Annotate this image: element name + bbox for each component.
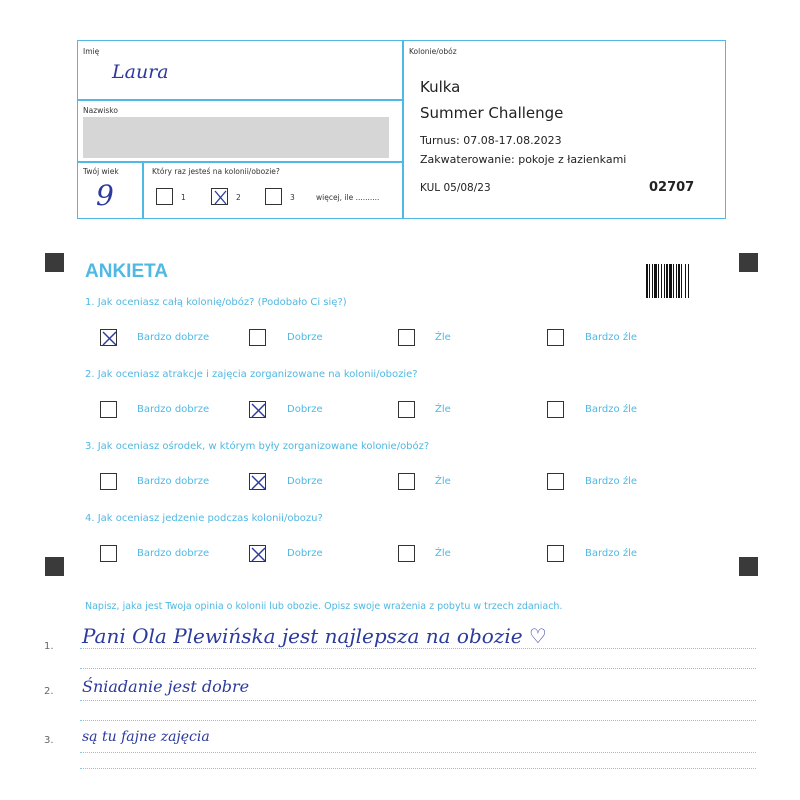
question-2-checkbox-3[interactable] xyxy=(398,401,415,418)
question-4-checkbox-2[interactable] xyxy=(249,545,266,562)
question-3-option-label: Źle xyxy=(435,476,451,487)
wiek-label: Twój wiek xyxy=(83,167,119,176)
question-3-text: 3. Jak oceniasz ośrodek, w którym były zorganizowane kolonie/obóz? xyxy=(85,441,430,452)
answer-line-3b xyxy=(80,768,756,769)
answer-text-1[interactable]: Pani Ola Plewińska jest najlepsza na obozie ♡ xyxy=(82,624,547,648)
visit-count-checkbox-2[interactable] xyxy=(211,188,228,205)
registration-marker xyxy=(45,253,64,272)
imie-value[interactable]: Laura xyxy=(112,61,169,83)
question-3-checkbox-4[interactable] xyxy=(547,473,564,490)
header-row-divider xyxy=(78,161,402,163)
question-2-checkbox-1[interactable] xyxy=(100,401,117,418)
opinion-prompt: Napisz, jaka jest Twoja opinia o kolonii lub obozie. Opisz swoje wrażenia z pobytu w trzech zdaniach. xyxy=(85,601,563,612)
camp-name-line-2: Summer Challenge xyxy=(420,104,564,122)
check-mark-icon xyxy=(212,189,229,206)
question-1-checkbox-1[interactable] xyxy=(100,329,117,346)
question-2-text: 2. Jak oceniasz atrakcje i zajęcia zorganizowane na kolonii/obozie? xyxy=(85,369,418,380)
answer-text-2[interactable]: Śniadanie jest dobre xyxy=(82,677,250,696)
question-1-option-label: Dobrze xyxy=(287,332,323,343)
question-3-option-label: Bardzo źle xyxy=(585,476,637,487)
question-2-checkbox-4[interactable] xyxy=(547,401,564,418)
nazwisko-label: Nazwisko xyxy=(83,106,118,115)
registration-marker xyxy=(45,557,64,576)
turnus-text: Turnus: 07.08-17.08.2023 xyxy=(420,134,562,147)
answer-text-3[interactable]: są tu fajne zajęcia xyxy=(82,729,210,745)
visit-count-label-2: 2 xyxy=(236,193,241,202)
barcode-icon xyxy=(646,264,701,298)
question-4-text: 4. Jak oceniasz jedzenie podczas kolonii/obozu? xyxy=(85,513,323,524)
answer-line-1 xyxy=(80,648,756,649)
question-3-option-label: Dobrze xyxy=(287,476,323,487)
question-4-option-label: Bardzo dobrze xyxy=(137,548,210,559)
survey-title: ANKIETA xyxy=(85,261,169,282)
question-1-text: 1. Jak oceniasz całą kolonię/obóz? (Podobało Ci się?) xyxy=(85,297,347,308)
question-4-option-label: Dobrze xyxy=(287,548,323,559)
question-1-option-label: Bardzo dobrze xyxy=(137,332,210,343)
visit-count-checkbox-1[interactable] xyxy=(156,188,173,205)
visit-count-label-1: 1 xyxy=(181,193,186,202)
kolonie-label: Kolonie/obóz xyxy=(409,47,457,56)
camp-name-line-1: Kulka xyxy=(420,78,461,96)
check-mark-icon xyxy=(250,474,267,491)
question-2-option-label: Bardzo źle xyxy=(585,404,637,415)
question-1-option-label: Bardzo źle xyxy=(585,332,637,343)
question-1-checkbox-2[interactable] xyxy=(249,329,266,346)
answer-line-1b xyxy=(80,668,756,669)
question-4-checkbox-3[interactable] xyxy=(398,545,415,562)
redacted-surname xyxy=(83,117,389,158)
zakwaterowanie-text: Zakwaterowanie: pokoje z łazienkami xyxy=(420,153,627,166)
header-divider xyxy=(402,41,404,219)
answer-line-2 xyxy=(80,700,756,701)
header-row-divider xyxy=(78,99,402,101)
check-mark-icon xyxy=(101,330,118,347)
question-3-checkbox-1[interactable] xyxy=(100,473,117,490)
visit-count-label-3: 3 xyxy=(290,193,295,202)
header-form xyxy=(77,40,726,219)
question-4-option-label: Bardzo źle xyxy=(585,548,637,559)
header-col-divider xyxy=(142,161,144,219)
ktory-raz-label: Który raz jesteś na kolonii/obozie? xyxy=(152,167,280,176)
form-number: 02707 xyxy=(649,180,695,195)
wiek-value[interactable]: 9 xyxy=(96,179,114,212)
question-2-option-label: Bardzo dobrze xyxy=(137,404,210,415)
answer-number-2: 2. xyxy=(44,686,54,697)
question-3-checkbox-2[interactable] xyxy=(249,473,266,490)
question-1-checkbox-3[interactable] xyxy=(398,329,415,346)
question-1-option-label: Źle xyxy=(435,332,451,343)
visit-count-checkbox-3[interactable] xyxy=(265,188,282,205)
visit-count-other[interactable]: więcej, ile .......... xyxy=(316,193,380,202)
question-2-option-label: Źle xyxy=(435,404,451,415)
question-2-checkbox-2[interactable] xyxy=(249,401,266,418)
check-mark-icon xyxy=(250,402,267,419)
answer-number-3: 3. xyxy=(44,735,54,746)
question-2-option-label: Dobrze xyxy=(287,404,323,415)
imie-label: Imię xyxy=(83,47,100,56)
question-4-checkbox-1[interactable] xyxy=(100,545,117,562)
question-3-option-label: Bardzo dobrze xyxy=(137,476,210,487)
question-4-option-label: Źle xyxy=(435,548,451,559)
answer-number-1: 1. xyxy=(44,641,54,652)
answer-line-2b xyxy=(80,720,756,721)
answer-line-3 xyxy=(80,752,756,753)
registration-marker xyxy=(739,253,758,272)
camp-code: KUL 05/08/23 xyxy=(420,182,491,194)
question-4-checkbox-4[interactable] xyxy=(547,545,564,562)
check-mark-icon xyxy=(250,546,267,563)
question-3-checkbox-3[interactable] xyxy=(398,473,415,490)
question-1-checkbox-4[interactable] xyxy=(547,329,564,346)
registration-marker xyxy=(739,557,758,576)
